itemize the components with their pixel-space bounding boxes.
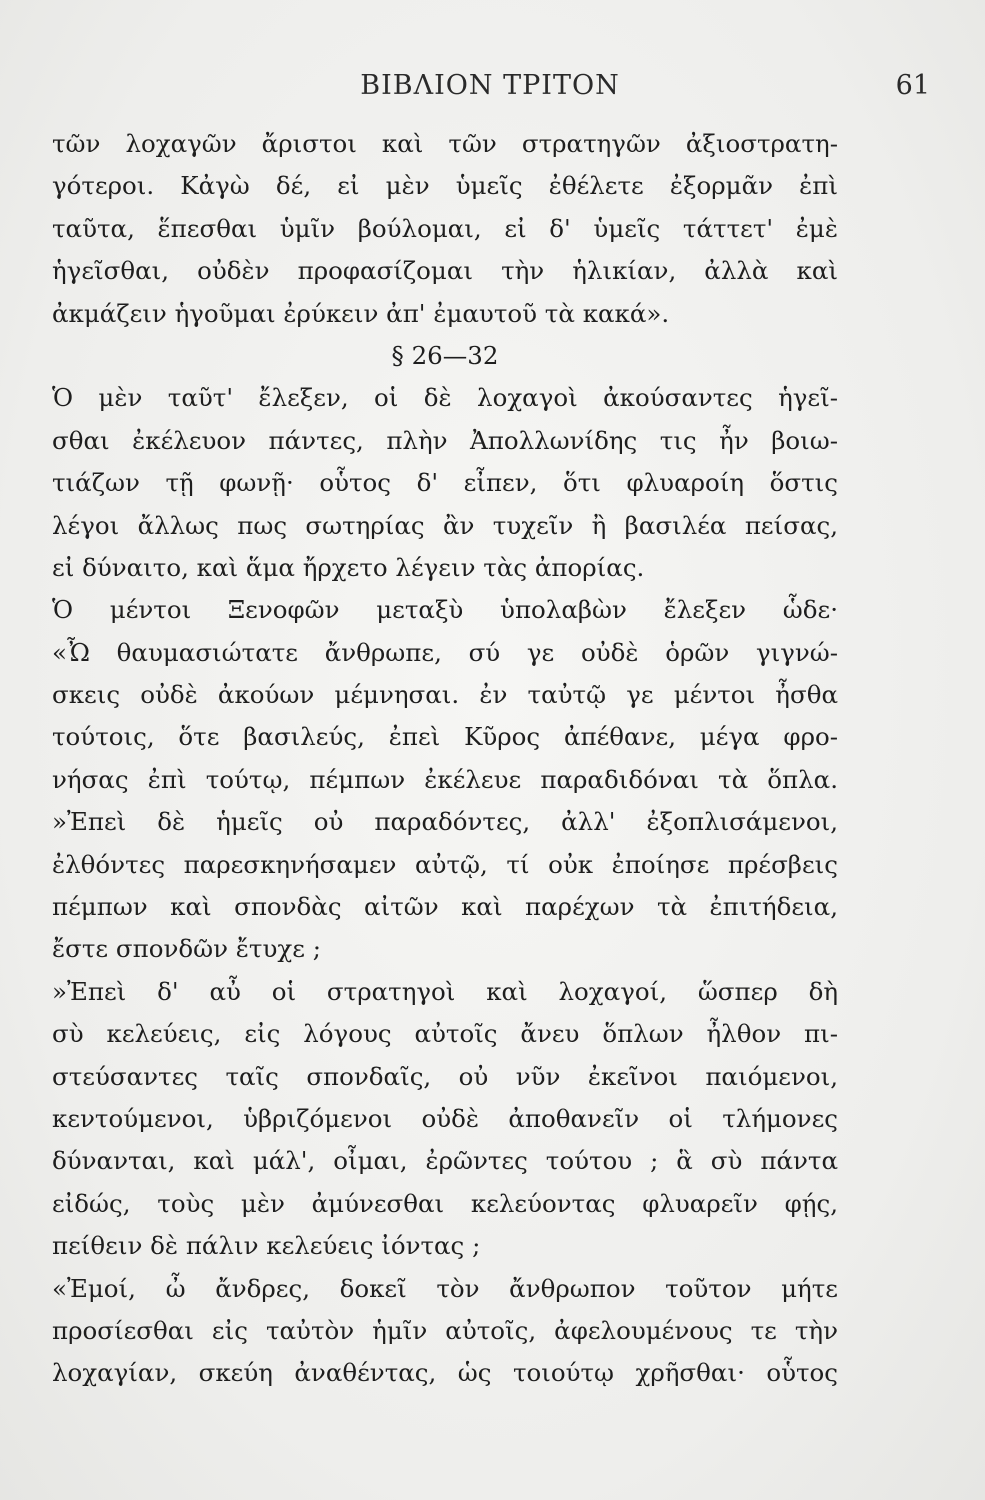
text-line: «Ἐμοί, ὦ ἄνδρες, δοκεῖ τὸν ἄνθρωπον τοῦτον μήτε <box>52 1273 838 1303</box>
text-line: στεύσαντες ταῖς σπονδαῖς, οὐ νῦν ἐκεῖνοι παιόμενοι, <box>52 1061 838 1091</box>
text-line: σὺ κελεύεις, εἰς λόγους αὐτοῖς ἄνευ ὅπλων ἦλθον πι- <box>52 1019 838 1049</box>
text-line: κεντούμενοι, ὑβριζόμενοι οὐδὲ ἀποθανεῖν οἱ τλήμονες <box>52 1103 838 1133</box>
text-line: Ὁ μέντοι Ξενοφῶν μεταξὺ ὑπολαβὼν ἔλεξεν ὧδε· <box>52 595 838 625</box>
text-line: λοχαγίαν, σκεύη ἀναθέντας, ὡς τοιούτῳ χρῆσθαι· οὗτος <box>52 1358 838 1388</box>
text-line: ἡγεῖσθαι, οὐδὲν προφασίζομαι τὴν ἡλικίαν, ἀλλὰ καὶ <box>52 256 838 286</box>
running-title: ΒΙΒΛΙΟΝ ΤΡΙΤΟΝ <box>360 70 620 101</box>
text-line: ἐλθόντες παρεσκηνήσαμεν αὐτῷ, τί οὐκ ἐποίησε πρέσβεις <box>52 849 838 879</box>
text-line: πέμπων καὶ σπονδὰς αἰτῶν καὶ παρέχων τὰ ἐπιτήδεια, <box>52 892 838 922</box>
text-line: τιάζων τῇ φωνῇ· οὗτος δ' εἶπεν, ὅτι φλυαροίη ὅστις <box>52 468 838 498</box>
text-line: ἀκμάζειν ἡγοῦμαι ἐρύκειν ἀπ' ἐμαυτοῦ τὰ κακά». <box>52 298 670 328</box>
text-line: «Ὦ θαυμασιώτατε ἄνθρωπε, σύ γε οὐδὲ ὁρῶν γιγνώ- <box>52 637 838 667</box>
text-line: νήσας ἐπὶ τούτῳ, πέμπων ἐκέλευε παραδιδόναι τὰ ὅπλα. <box>52 764 838 794</box>
text-line: εἰ δύναιτο, καὶ ἅμα ἤρχετο λέγειν τὰς ἀπορίας. <box>52 552 645 582</box>
text-line: τούτοις, ὅτε βασιλεύς, ἐπεὶ Κῦρος ἀπέθανε, μέγα φρο- <box>52 722 838 752</box>
text-line: ἔστε σπονδῶν ἔτυχε ; <box>52 934 321 964</box>
text-line: σθαι ἐκέλευον πάντες, πλὴν Ἀπολλωνίδης τις ἦν βοιω- <box>52 425 838 455</box>
body-text <box>52 123 838 1395</box>
text-line: ταῦτα, ἕπεσθαι ὑμῖν βούλομαι, εἰ δ' ὑμεῖς τάττετ' ἐμὲ <box>52 213 838 243</box>
text-line: προσίεσθαι εἰς ταὐτὸν ἡμῖν αὐτοῖς, ἀφελουμένους τε τὴν <box>52 1315 838 1345</box>
text-line: σκεις οὐδὲ ἀκούων μέμνησαι. ἐν ταὐτῷ γε μέντοι ἦσθα <box>52 680 838 710</box>
page-number: 61 <box>895 70 930 101</box>
text-line: δύνανται, καὶ μάλ', οἶμαι, ἐρῶντες τούτου ; ἃ σὺ πάντα <box>52 1146 838 1176</box>
text-line: τῶν λοχαγῶν ἄριστοι καὶ τῶν στρατηγῶν ἀξιοστρατη- <box>52 129 838 158</box>
text-line: »Ἐπεὶ δὲ ἡμεῖς οὐ παραδόντες, ἀλλ' ἐξοπλισάμενοι, <box>52 807 838 837</box>
text-line: πείθειν δὲ πάλιν κελεύεις ἰόντας ; <box>52 1231 481 1261</box>
text-line: λέγοι ἄλλως πως σωτηρίας ἂν τυχεῖν ἢ βασιλέα πείσας, <box>52 510 838 540</box>
text-line: Ὁ μὲν ταῦτ' ἔλεξεν, οἱ δὲ λοχαγοὶ ἀκούσαντες ἡγεῖ- <box>52 383 838 413</box>
text-line: »Ἐπεὶ δ' αὖ οἱ στρατηγοὶ καὶ λοχαγοί, ὥσπερ δὴ <box>52 976 838 1006</box>
text-line: εἰδώς, τοὺς μὲν ἀμύνεσθαι κελεύοντας φλυαρεῖν φῄς, <box>52 1188 838 1218</box>
running-head <box>50 70 930 110</box>
text-line: γότεροι. Κἀγὼ δέ, εἰ μὲν ὑμεῖς ἐθέλετε ἐξορμᾶν ἐπὶ <box>52 171 838 201</box>
section-heading: § 26—32 <box>391 340 499 370</box>
